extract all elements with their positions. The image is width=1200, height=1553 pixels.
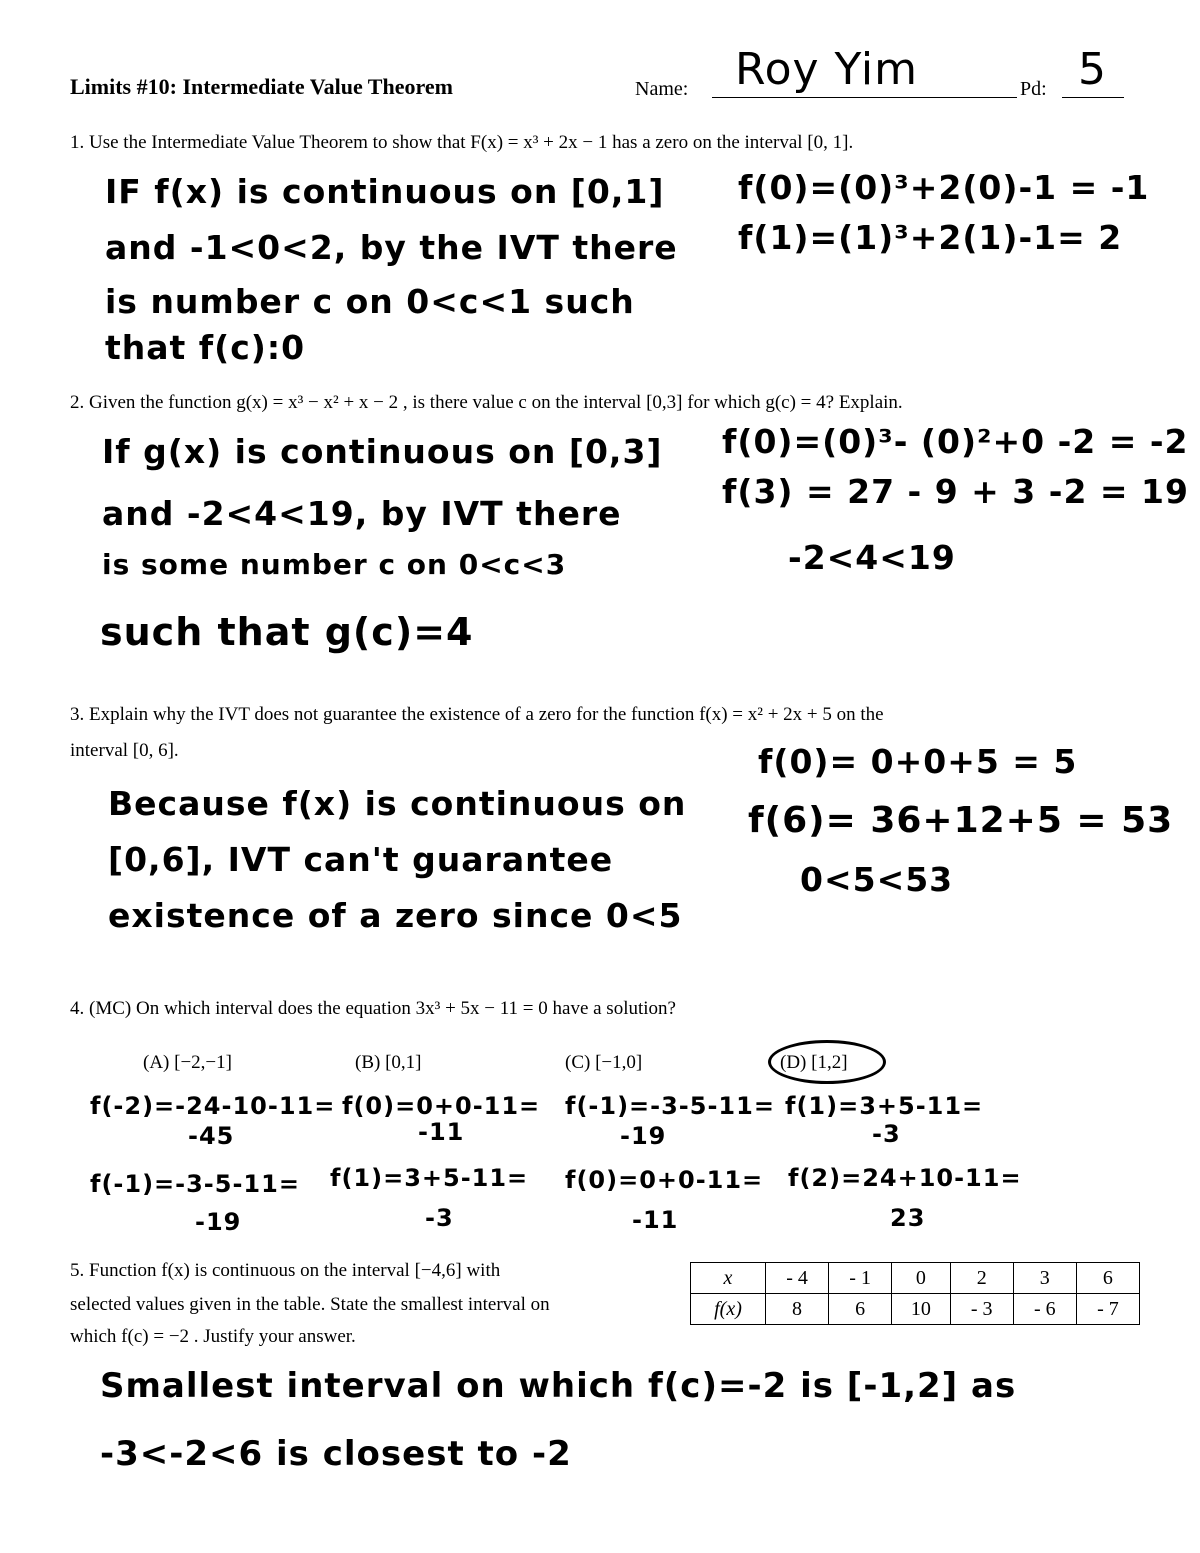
pd-label: Pd: — [1020, 78, 1047, 100]
q2-answer-line: is some number c on 0<c<3 — [102, 548, 567, 581]
q4-choice-d: (D) [1,2] — [780, 1052, 848, 1073]
q4-work-b: f(0)=0+0-11= — [342, 1092, 541, 1120]
q3-work-line: 0<5<53 — [800, 860, 954, 899]
q5-prompt: selected values given in the table. State the smallest interval on — [70, 1294, 550, 1315]
q4-work-a: f(-1)=-3-5-11= — [90, 1170, 300, 1198]
q3-work-line: f(6)= 36+12+5 = 53 — [748, 800, 1174, 841]
q2-answer-line: such that g(c)=4 — [100, 610, 474, 654]
q4-work-a: -19 — [195, 1208, 242, 1236]
q4-work-b: f(1)=3+5-11= — [330, 1164, 529, 1192]
q5-answer-line: -3<-2<6 is closest to -2 — [100, 1434, 572, 1474]
table-cell: 3 — [1013, 1263, 1076, 1294]
q4-work-c: f(-1)=-3-5-11= — [565, 1092, 775, 1120]
table-cell: - 3 — [950, 1294, 1013, 1325]
name-line — [712, 96, 1017, 98]
table-cell: 0 — [892, 1263, 950, 1294]
table-cell: 8 — [766, 1294, 829, 1325]
q1-answer-line: is number c on 0<c<1 such — [105, 282, 635, 321]
worksheet-title: Limits #10: Intermediate Value Theorem — [70, 74, 453, 99]
table-cell: f(x) — [691, 1294, 766, 1325]
table-cell: - 4 — [766, 1263, 829, 1294]
q5-prompt: 5. Function f(x) is continuous on the interval [−4,6] with — [70, 1260, 501, 1281]
table-cell: - 6 — [1013, 1294, 1076, 1325]
q4-work-b: -3 — [425, 1204, 454, 1232]
table-cell: x — [691, 1263, 766, 1294]
q4-prompt: 4. (MC) On which interval does the equation 3x³ + 5x − 11 = 0 have a solution? — [70, 998, 676, 1019]
name-label: Name: — [635, 78, 689, 100]
name-value: Roy Yim — [735, 44, 918, 95]
q1-answer-line: and -1<0<2, by the IVT there — [105, 228, 678, 267]
q4-work-c: f(0)=0+0-11= — [565, 1166, 764, 1194]
table-row — [691, 1294, 1140, 1325]
q1-answer-line: IF f(x) is continuous on [0,1] — [105, 172, 665, 211]
q4-work-b: -11 — [418, 1118, 465, 1146]
q2-answer-line: If g(x) is continuous on [0,3] — [102, 432, 663, 471]
q1-work-line: f(1)=(1)³+2(1)-1= 2 — [738, 218, 1123, 257]
table-cell: - 1 — [829, 1263, 892, 1294]
table-row — [691, 1263, 1140, 1294]
q3-prompt: 3. Explain why the IVT does not guarantee the existence of a zero for the function f(x) = x² + 2x + 5 on the — [70, 704, 884, 725]
q1-work-line: f(0)=(0)³+2(0)-1 = -1 — [738, 168, 1150, 207]
q4-work-d: f(2)=24+10-11= — [788, 1164, 1022, 1192]
table-cell: 6 — [1076, 1263, 1139, 1294]
q3-answer-line: existence of a zero since 0<5 — [108, 896, 683, 935]
table-cell: 6 — [829, 1294, 892, 1325]
q2-work-line: f(0)=(0)³- (0)²+0 -2 = -2 — [722, 422, 1189, 461]
q4-work-d: f(1)=3+5-11= — [785, 1092, 984, 1120]
q4-choice-b: (B) [0,1] — [355, 1052, 422, 1073]
q3-prompt: interval [0, 6]. — [70, 740, 179, 761]
values-table — [690, 1262, 1140, 1325]
q5-answer-line: Smallest interval on which f(c)=-2 is [-1,2] as — [100, 1366, 1017, 1406]
pd-value: 5 — [1078, 44, 1107, 95]
q4-work-d: -3 — [872, 1120, 901, 1148]
q3-answer-line: [0,6], IVT can't guarantee — [108, 840, 614, 879]
q2-answer-line: and -2<4<19, by IVT there — [102, 494, 622, 533]
q4-work-d: 23 — [890, 1204, 926, 1232]
q5-prompt: which f(c) = −2 . Justify your answer. — [70, 1326, 356, 1347]
q4-work-a: f(-2)=-24-10-11= — [90, 1092, 336, 1120]
table-cell: 10 — [892, 1294, 950, 1325]
q4-work-a: -45 — [188, 1122, 235, 1150]
table-cell: - 7 — [1076, 1294, 1139, 1325]
pd-line — [1062, 96, 1124, 98]
q3-answer-line: Because f(x) is continuous on — [108, 784, 687, 823]
q4-work-c: -11 — [632, 1206, 679, 1234]
table-cell: 2 — [950, 1263, 1013, 1294]
q3-work-line: f(0)= 0+0+5 = 5 — [758, 742, 1078, 781]
selected-answer-circle — [768, 1040, 886, 1084]
q1-prompt: 1. Use the Intermediate Value Theorem to show that F(x) = x³ + 2x − 1 has a zero on the interval [0, 1]. — [70, 132, 854, 153]
q1-answer-line: that f(c):0 — [105, 328, 306, 367]
q2-work-line: -2<4<19 — [788, 538, 956, 577]
q2-prompt: 2. Given the function g(x) = x³ − x² + x − 2 , is there value c on the interval [0,3] for which g(c) = 4? Explain. — [70, 392, 903, 413]
q4-choice-c: (C) [−1,0] — [565, 1052, 643, 1073]
q2-work-line: f(3) = 27 - 9 + 3 -2 = 19 — [722, 472, 1189, 511]
q4-work-c: -19 — [620, 1122, 667, 1150]
q4-choice-a: (A) [−2,−1] — [143, 1052, 232, 1073]
